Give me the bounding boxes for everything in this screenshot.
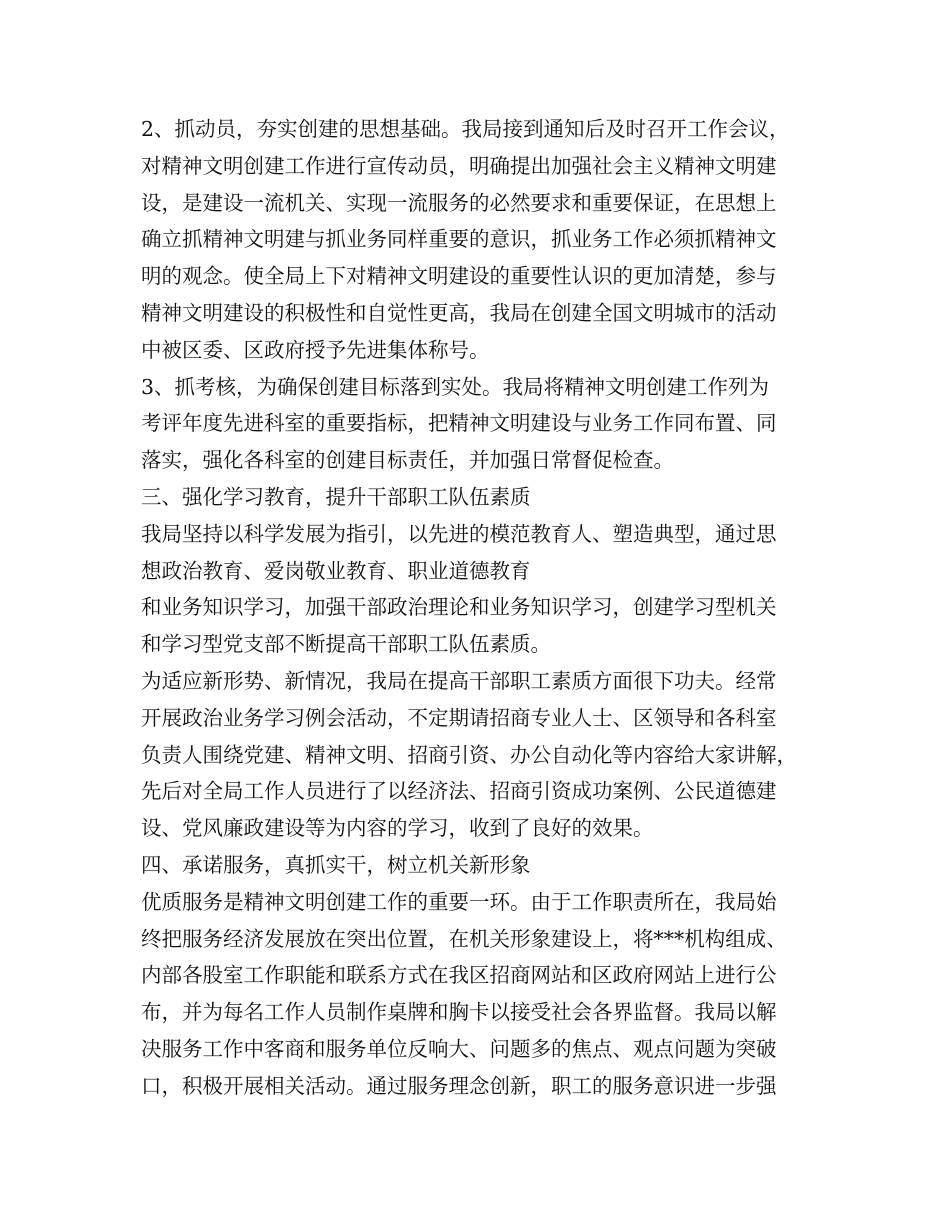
section-heading: 三、强化学习教育，提升干部职工队伍素质 bbox=[141, 484, 531, 509]
text-line: 2、抓动员，夯实创建的思想基础。我局接到通知后及时召开工作会议， bbox=[141, 117, 790, 141]
text-line: 和业务知识学习，加强干部政治理论和业务知识学习，创建学习型机关 bbox=[141, 595, 777, 620]
text-line: 和学习型党支部不断提高干部职工队伍素质。 bbox=[141, 632, 551, 657]
text-line: 为适应新形势、新情况，我局在提高干部职工素质方面很下功夫。经常 bbox=[141, 668, 777, 693]
text-line: 设、党风廉政建设等为内容的学习，收到了良好的效果。 bbox=[141, 816, 654, 841]
text-line: 我局坚持以科学发展为指引，以先进的模范教育人、塑造典型，通过思 bbox=[141, 521, 777, 546]
text-line: 终把服务经济发展放在突出位置，在机关形象建设上，将***机构组成、 bbox=[141, 926, 787, 951]
text-line: 决服务工作中客商和服务单位反响大、问题多的焦点、观点问题为突破 bbox=[141, 1036, 777, 1061]
text-line: 设，是建设一流机关、实现一流服务的必然要求和重要保证，在思想上 bbox=[141, 190, 777, 215]
text-line: 3、抓考核，为确保创建目标落到实处。我局将精神文明创建工作列为 bbox=[141, 374, 770, 399]
text-line: 精神文明建设的积极性和自觉性更高，我局在创建全国文明城市的活动 bbox=[141, 300, 777, 325]
text-line: 对精神文明创建工作进行宣传动员，明确提出加强社会主义精神文明建 bbox=[141, 153, 777, 178]
document-body bbox=[141, 111, 831, 1105]
text-line: 落实，强化各科室的创建目标责任，并加强日常督促检查。 bbox=[141, 448, 674, 473]
text-line: 开展政治业务学习例会活动，不定期请招商专业人士、区领导和各科室 bbox=[141, 705, 777, 730]
text-line: 优质服务是精神文明创建工作的重要一环。由于工作职责所在，我局始 bbox=[141, 889, 777, 914]
text-line: 内部各股室工作职能和联系方式在我区招商网站和区政府网站上进行公 bbox=[141, 963, 777, 988]
text-line: 确立抓精神文明建与抓业务同样重要的意识，抓业务工作必须抓精神文 bbox=[141, 227, 777, 252]
text-line: 负责人围绕党建、精神文明、招商引资、办公自动化等内容给大家讲解， bbox=[141, 742, 797, 767]
section-heading: 四、承诺服务，真抓实干，树立机关新形象 bbox=[141, 852, 531, 877]
text-line: 口，积极开展相关活动。通过服务理念创新，职工的服务意识进一步强 bbox=[141, 1073, 777, 1098]
text-line: 考评年度先进科室的重要指标，把精神文明建设与业务工作同布置、同 bbox=[141, 411, 777, 436]
text-line: 想政治教育、爱岗敬业教育、职业道德教育 bbox=[141, 558, 531, 583]
text-line: 中被区委、区政府授予先进集体称号。 bbox=[141, 337, 490, 362]
text-line: 先后对全局工作人员进行了以经济法、招商引资成功案例、公民道德建 bbox=[141, 779, 777, 804]
text-line: 布，并为每名工作人员制作桌牌和胸卡以接受社会各界监督。我局以解 bbox=[141, 1000, 777, 1025]
text-line: 明的观念。使全局上下对精神文明建设的重要性认识的更加清楚，参与 bbox=[141, 264, 777, 289]
